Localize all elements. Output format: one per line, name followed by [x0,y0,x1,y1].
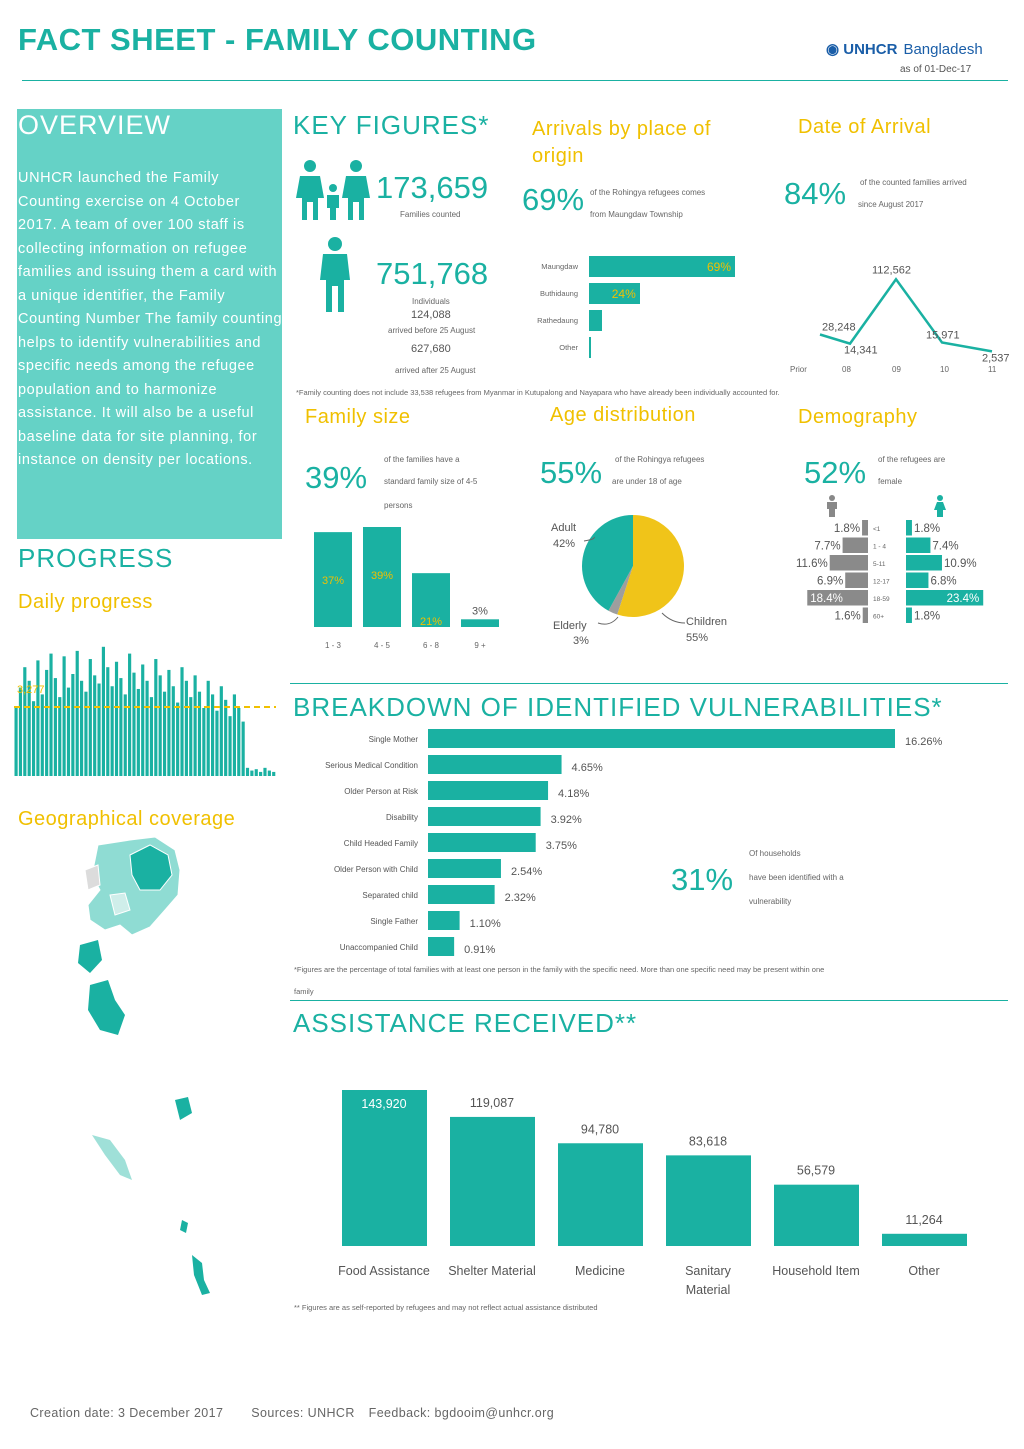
key-figures-title: KEY FIGURES* [293,110,490,140]
arrivals-bar-label: 24% [611,287,636,301]
family-size-title: Family size [305,406,411,428]
daily-bar [242,722,245,776]
arrivals-bar [589,310,602,331]
daily-bar [84,692,87,776]
arrival-line [820,279,992,351]
daily-bar [250,771,253,776]
family-size-desc-2: standard family size of 4-5 [384,477,478,486]
vulnerability-bar [428,937,454,956]
arrivals-desc-1: of the Rohingya refugees comes [590,188,706,197]
daily-bar [272,772,275,776]
daily-bar [146,681,149,776]
arrival-point-label: 15,971 [926,329,960,342]
age-pie-chart [540,515,780,655]
population-pyramid [770,518,1024,630]
vulnerability-value: 2.32% [504,892,536,904]
individuals-value: 751,768 [376,256,489,291]
footer [30,1406,554,1420]
vulnerability-bar [428,885,495,904]
daily-bar [268,771,271,776]
daily-bar [180,667,183,776]
assistance-bar [342,1090,427,1246]
arrival-axis-tick: Prior [790,365,807,374]
feedback: Feedback: bgdooim@unhcr.org [368,1406,555,1420]
elderly-label: Elderly [553,620,587,632]
elderly-leader-line [598,617,618,624]
map-region-island-1 [175,1097,192,1120]
arrivals-bar-label: 69% [706,260,731,274]
overview-title: OVERVIEW [18,110,172,140]
assistance-value: 143,920 [361,1097,407,1111]
map-region-uncovered [85,865,100,890]
sources: Sources: UNHCR [251,1406,355,1420]
arrival-point-label: 28,248 [822,321,856,334]
daily-bar [89,659,92,776]
vulnerability-label: Serious Medical Condition [325,761,418,770]
key-figures-footnote: *Family counting does not include 33,538 refugees from Myanmar in Kutupalong and Nayapara who have already been individually accounted for. [296,388,780,397]
logo-country: Bangladesh [903,41,983,58]
daily-bar [54,678,57,776]
children-label: Children [686,616,727,628]
assistance-chart [330,1080,980,1300]
assistance-category: Other [908,1264,940,1278]
family-size-desc-1: of the families have a [384,455,460,464]
assistance-category: Medicine [574,1264,626,1278]
vulnerability-value: 4.65% [571,762,603,774]
male-bar [863,608,868,624]
date-arrival-line-chart [780,255,1020,380]
female-pct-label: 1.8% [913,523,941,535]
vulnerability-label: Child Headed Family [343,839,418,848]
arrivals-pct: 69% [522,182,585,217]
map-region-island-3 [180,1220,188,1233]
date-arrival-desc-2: since August 2017 [858,200,924,209]
after-label: arrived after 25 August [395,366,476,375]
arrival-point-label: 2,537 [982,352,1010,365]
daily-bar [141,664,144,776]
overview-text: UNHCR launched the Family Counting exercise on 4 October 2017. A team of over 100 staff is collecting information on refugee families and issuing them a card with a unique identifier, the Family Counting Number The family counting helps to identify vulnerabilities and specific needs among the refugee population and to harmonize assistance. It will also be a useful baseline data for site planning, for instance on density per locations. [18,170,283,468]
vulnerability-value: 16.26% [905,736,943,748]
vulnerability-bar [428,729,895,748]
vulnerability-value: 0.91% [464,944,496,956]
vulnerability-bar [428,859,501,878]
male-bar [862,520,868,536]
male-pct-label: 1.6% [834,610,861,623]
date-arrival-title: Date of Arrival [798,116,932,138]
vulnerabilities-chart [290,725,970,960]
demography-desc-2: female [878,477,903,486]
children-leader-line [662,613,685,623]
families-label: Families counted [400,210,461,219]
age-pct: 55% [540,455,603,490]
vulnerability-label: Older Person with Child [333,865,418,874]
progress-title: PROGRESS [18,543,174,573]
age-desc-1: of the Rohingya refugees [615,455,705,464]
vulnerability-label: Single Mother [368,735,418,744]
date-arrival-pct: 84% [784,176,847,211]
family-size-axis-tick: 1 - 3 [324,641,342,650]
arrivals-category-label: Other [559,343,578,352]
assistance-value: 56,579 [796,1163,836,1178]
daily-bar [202,708,205,776]
adult-label: Adult [551,522,577,534]
average-label: 3,277 [17,684,45,696]
daily-bar [154,659,157,776]
daily-bar [163,692,166,776]
daily-bar [198,692,201,776]
arrivals-category-label: Maungdaw [541,262,578,271]
families-value: 173,659 [376,170,489,205]
assistance-title: ASSISTANCE RECEIVED** [293,1008,638,1038]
daily-bar [80,681,83,776]
logo-text: UNHCR [843,41,898,58]
demography-pct: 52% [804,455,867,490]
assistance-category: Shelter Material [448,1264,536,1278]
female-bar [906,555,942,571]
daily-bar [207,681,210,776]
assistance-value: 83,618 [688,1134,728,1149]
daily-bar [215,711,218,776]
family-icon [296,158,371,223]
daily-bar [41,694,44,776]
female-icon [934,495,946,517]
logo-icon: ◉ [826,41,840,58]
daily-bar [32,701,35,776]
daily-bar [176,703,179,776]
female-pct-label: 7.4% [932,540,959,553]
assistance-bar [774,1185,859,1246]
assistance-value: 94,780 [580,1122,620,1137]
vulnerability-label: Disability [385,813,418,822]
family-size-bar-label: 3% [472,605,488,618]
daily-bar [189,697,192,776]
age-group-label: 12-17 [873,578,890,586]
assistance-category: Household Item [772,1264,860,1278]
vulnerability-bar [428,781,548,800]
female-pct-label: 10.9% [943,558,977,570]
before-value: 124,088 [411,309,451,321]
daily-bar [58,697,61,776]
map-region-south-1 [78,940,102,973]
daily-bar [263,768,266,776]
daily-bar [259,772,262,776]
vulnerabilities-title: BREAKDOWN OF IDENTIFIED VULNERABILITIES* [293,692,943,722]
map-region-north [88,837,180,935]
arrivals-category-label: Rathedaung [537,316,578,325]
before-label: arrived before 25 August [388,326,476,335]
age-title: Age distribution [550,404,696,426]
assistance-bar [882,1234,967,1246]
daily-bar [119,678,122,776]
assistance-bar [450,1117,535,1246]
family-size-bar-label: 39% [370,570,394,582]
daily-bar [111,686,114,776]
header-divider [22,80,1008,81]
vulnerabilities-footnote-2: family [294,987,314,996]
arrival-axis-tick: 08 [842,365,851,374]
male-pct-label: 6.9% [817,575,844,588]
daily-bar [150,697,153,776]
vulnerability-value: 3.92% [550,814,582,826]
daily-bar [93,675,96,776]
female-bar [906,608,912,624]
coverage-map [70,835,220,1305]
assistance-category: Material [685,1283,731,1297]
family-size-chart [305,515,505,655]
vulnerabilities-desc-3: vulnerability [749,897,792,906]
assistance-category: Food Assistance [338,1264,430,1278]
age-group-label: 1 - 4 [873,543,887,551]
assistance-value: 119,087 [469,1095,515,1110]
assistance-divider [290,1000,1008,1001]
male-bar [830,555,868,571]
daily-bar [172,686,175,776]
vulnerability-bar [428,807,541,826]
daily-bar [49,654,52,776]
female-bar [906,538,930,554]
daily-bar [255,769,258,776]
female-bar [906,573,928,589]
daily-bar [97,684,100,776]
arrivals-desc-2: from Maungdaw Township [590,210,683,219]
arrivals-bar-chart [520,256,770,366]
arrival-point-label: 14,341 [844,344,878,357]
male-pct-label: 1.8% [833,523,861,535]
creation-date: Creation date: 3 December 2017 [30,1406,224,1420]
daily-bar [15,708,18,776]
map-region-island-2 [92,1135,132,1180]
family-size-bar-label: 37% [321,575,345,588]
female-pct-label: 6.8% [930,575,957,588]
daily-bar [76,651,79,776]
vulnerability-value: 3.75% [545,840,577,852]
family-size-bar [461,619,499,627]
adult-value: 42% [553,538,576,550]
arrivals-category-label: Buthidaung [540,289,578,298]
assistance-value: 11,264 [905,1212,943,1227]
daily-bar [128,654,131,776]
unhcr-logo [826,40,983,58]
demography-title: Demography [798,406,918,428]
individual-icon [318,236,352,312]
daily-bar [45,670,48,776]
daily-bar [63,656,66,776]
demography-desc-1: of the refugees are [878,455,946,464]
daily-bar [167,670,170,776]
age-group-label: <1 [873,526,881,533]
family-size-axis-tick: 4 - 5 [373,641,391,650]
vulnerability-bar [428,833,536,852]
age-group-label: 60+ [873,613,885,621]
vulnerabilities-desc-2: have been identified with a [749,873,844,882]
daily-bar [132,673,135,776]
map-region-south-2 [88,980,125,1035]
family-size-desc-3: persons [384,501,413,510]
daily-bar [67,688,70,776]
vulnerability-value: 4.18% [558,788,590,800]
family-size-pct: 39% [305,460,368,495]
male-pct-label: 7.7% [814,540,841,553]
elderly-value: 3% [573,635,589,647]
daily-bar [19,688,22,776]
male-bar [845,573,868,589]
daily-bar [185,681,188,776]
vulnerability-bar [428,755,562,774]
daily-bar [106,667,109,776]
male-bar [843,538,868,554]
daily-bar [224,700,227,776]
daily-bar [220,686,223,776]
vulnerabilities-desc-1: Of households [749,849,801,858]
vulnerability-label: Older Person at Risk [344,787,418,796]
age-desc-2: are under 18 of age [612,477,682,486]
assistance-bar [558,1143,643,1246]
daily-bar [137,689,140,776]
family-size-axis-tick: 9 + [474,641,486,650]
arrivals-title: Arrivals by place of origin [532,118,711,167]
age-group-label: 18-59 [873,596,890,603]
male-pct-label: 11.6% [795,558,828,570]
daily-bar [115,662,118,776]
vulnerabilities-divider [290,683,1008,684]
page-title: FACT SHEET - FAMILY COUNTING [18,22,537,57]
individuals-label: Individuals [412,297,450,306]
arrival-axis-tick: 10 [940,365,949,374]
vulnerability-value: 2.54% [510,866,543,878]
vulnerability-bar [428,911,460,930]
vulnerabilities-pct: 31% [671,862,734,897]
daily-bar [194,675,197,776]
geo-coverage-title: Geographical coverage [18,808,236,830]
arrivals-bar [589,337,591,358]
vulnerability-label: Separated child [362,891,418,900]
arrival-axis-tick: 09 [892,365,901,374]
age-group-label: 5-11 [873,561,886,568]
date-arrival-desc-1: of the counted families arrived [860,178,967,187]
daily-bar [237,708,240,776]
vulnerabilities-footnote-1: *Figures are the percentage of total families with at least one person in the family with the specific need. More than one specific need may be present within one [294,965,825,974]
female-pct-label: 1.8% [913,610,941,623]
family-size-bar-label: 21% [419,616,443,629]
assistance-bar [666,1155,751,1246]
assistance-category: Sanitary [685,1264,731,1278]
vulnerability-label: Single Father [370,917,418,926]
daily-bar [159,675,162,776]
as-of-date: as of 01-Dec-17 [900,64,972,75]
map-region-island-4 [192,1255,210,1295]
daily-progress-chart [14,630,276,780]
arrival-point-label: 112,562 [872,264,911,277]
daily-bar [228,716,231,776]
female-bar [906,520,912,536]
family-size-axis-tick: 6 - 8 [422,641,440,650]
daily-bar [102,647,105,776]
daily-bar [36,660,39,776]
male-pct-label: 18.4% [810,593,843,605]
vulnerability-label: Unaccompanied Child [339,943,418,952]
daily-bar [211,694,214,776]
daily-bar [71,674,74,776]
daily-progress-title: Daily progress [18,591,153,613]
vulnerability-value: 1.10% [469,918,501,930]
female-pct-label: 23.4% [946,593,980,605]
children-value: 55% [686,632,709,644]
arrival-axis-tick: 11 [988,365,997,374]
after-value: 627,680 [411,343,451,355]
assistance-footnote: ** Figures are as self-reported by refugees and may not reflect actual assistance distributed [294,1303,598,1312]
male-icon [826,495,838,517]
daily-bar [246,768,249,776]
